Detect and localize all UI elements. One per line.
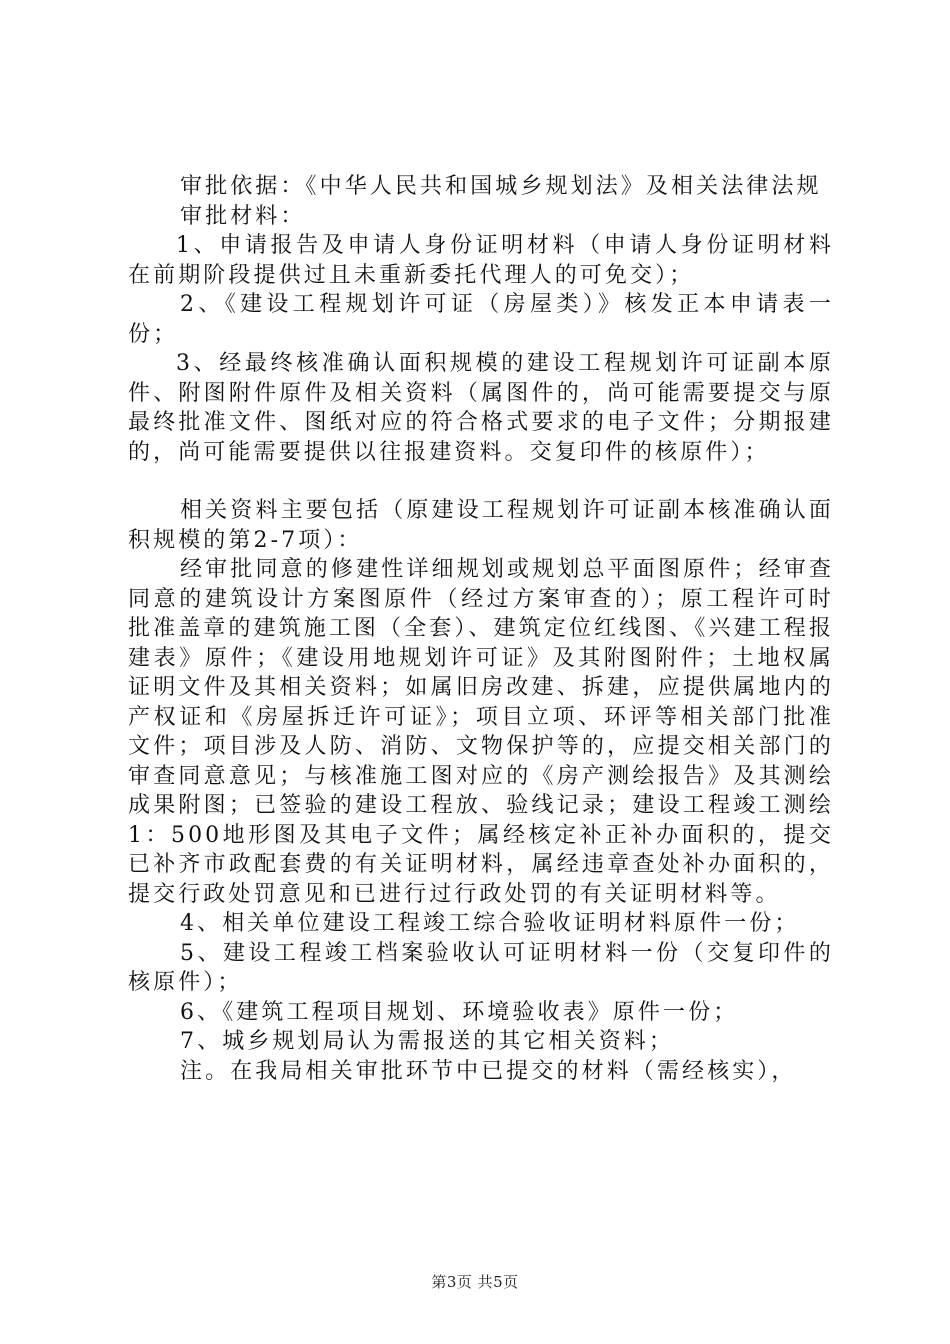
material-item-3: 3、经最终核准确认面积规模的建设工程规划许可证副本原件、附图附件原件及相关资料（属图件的，尚可能需要提交与原最终批准文件、图纸对应的符合格式要求的电子文件；分期报建的，尚可能需要提供以往报建资料。交复印件的核原件）； (128, 351, 834, 465)
material-item-5: 5、建设工程竣工档案验收认可证明材料一份（交复印件的核原件）； (128, 940, 834, 995)
material-item-2: 2、《建设工程规划许可证（房屋类）》核发正本申请表一份； (128, 292, 834, 347)
approval-basis-paragraph: 审批依据：《中华人民共和国城乡规划法》及相关法律法规 (180, 174, 822, 199)
material-item-6: 6、《建筑工程项目规划、环境验收表》原件一份； (180, 999, 739, 1025)
related-materials-detail: 经审批同意的修建性详细规划或规划总平面图原件；经审查同意的建筑设计方案图原件（经过方案审查的）；原工程许可时批准盖章的建筑施工图（全套）、建筑定位红线图、《兴建工程报建表》原件；《建设用地规划许可证》及其附图附件；土地权属证明文件及其相关资料；如属旧房改建、拆建，应提供属地内的产权证和《房屋拆迁许可证》；项目立项、环评等相关部门批准文件；项目涉及人防、消防、文物保护等的，应提交相关部门的审查同意意见；与核准施工图对应的《房产测绘报告》及其测绘成果附图；已签验的建设工程放、验线记录；建设工程竣工测绘1：500地形图及其电子文件；属经核定补正补办面积的，提交已补齐市政配套费的有关证明材料，属经违章查处补办面积的，提交行政处罚意见和已进行过行政处罚的有关证明材料等。 (128, 557, 834, 907)
material-item-1: 1、申请报告及申请人身份证明材料（申请人身份证明材料在前期阶段提供过且未重新委托代理人的可免交）； (128, 233, 834, 288)
approval-materials-heading: 审批材料： (180, 203, 306, 229)
note-paragraph: 注。在我局相关审批环节中已提交的材料（需经核实）， (180, 1058, 797, 1084)
related-materials-intro: 相关资料主要包括（原建设工程规划许可证副本核准确认面积规模的第2-7项）： (128, 498, 834, 553)
material-item-7: 7、城乡规划局认为需报送的其它相关资料； (180, 1029, 674, 1054)
document-body (128, 172, 834, 1086)
material-item-4: 4、相关单位建设工程竣工综合验收证明材料原件一份； (180, 911, 800, 936)
page-number-footer: 第3页 共5页 (431, 1273, 519, 1291)
